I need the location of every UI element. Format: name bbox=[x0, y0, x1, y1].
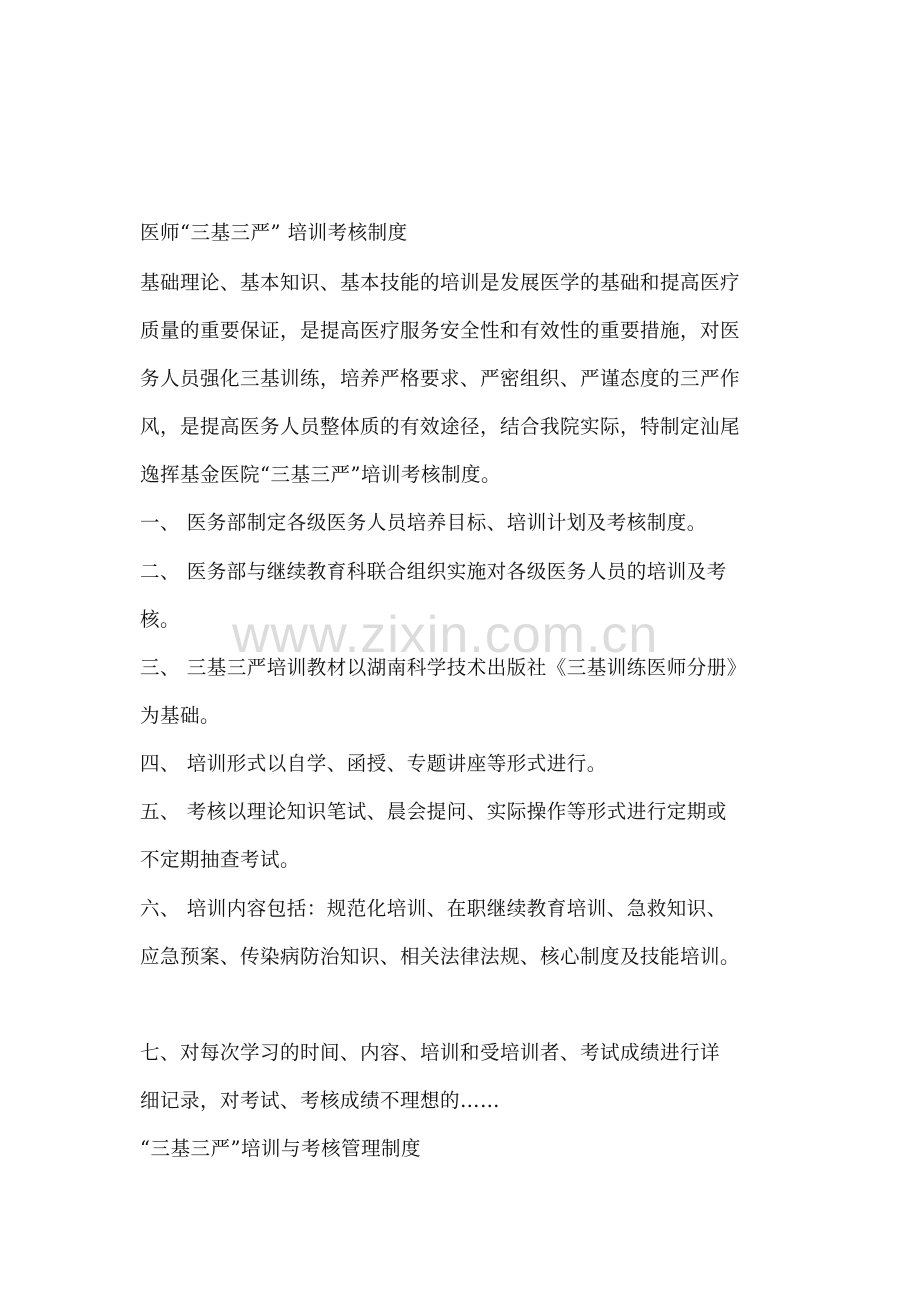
document-title: 医师“三基三严” 培训考核制度 bbox=[140, 221, 408, 244]
intro-line: 逸挥基金医院“三基三严”培训考核制度。 bbox=[140, 463, 501, 486]
rule-item-3-cont: 为基础。 bbox=[140, 704, 221, 727]
rule-item-2: 二、 医务部与继续教育科联合组织实施对各级医务人员的培训及考 bbox=[140, 560, 727, 583]
rule-item-5: 五、 考核以理论知识笔试、晨会提问、实际操作等形式进行定期或 bbox=[140, 800, 727, 823]
section-heading: “三基三严”培训与考核管理制度 bbox=[140, 1137, 421, 1160]
watermark-text: www.zixin.com.cn bbox=[232, 606, 659, 664]
intro-line: 风，是提高医务人员整体质的有效途径，结合我院实际，特制定汕尾 bbox=[140, 415, 741, 438]
rule-item-4: 四、 培训形式以自学、函授、专题讲座等形式进行。 bbox=[140, 752, 607, 775]
rule-item-7-cont: 细记录，对考试、考核成绩不理想的…… bbox=[140, 1089, 501, 1112]
rule-item-5-cont: 不定期抽查考试。 bbox=[140, 848, 301, 871]
rule-item-6: 六、 培训内容包括：规范化培训、在职继续教育培训、急救知识、 bbox=[140, 897, 727, 920]
intro-line: 务人员强化三基训练，培养严格要求、严密组织、严谨态度的三严作 bbox=[140, 367, 741, 390]
rule-item-7: 七、对每次学习的时间、内容、培训和受培训者、考试成绩进行详 bbox=[140, 1041, 721, 1064]
intro-line: 基础理论、基本知识、基本技能的培训是发展医学的基础和提高医疗 bbox=[140, 271, 741, 294]
rule-item-3: 三、 三基三严培训教材以湖南科学技术出版社《三基训练医师分册》 bbox=[140, 656, 747, 679]
rule-item-6-cont: 应急预案、传染病防治知识、相关法律法规、核心制度及技能培训。 bbox=[140, 945, 741, 968]
rule-item-2-cont: 核。 bbox=[140, 608, 181, 631]
rule-item-1: 一、 医务部制定各级医务人员培养目标、培训计划及考核制度。 bbox=[140, 511, 707, 534]
intro-line: 质量的重要保证，是提高医疗服务安全性和有效性的重要措施，对医 bbox=[140, 319, 741, 342]
